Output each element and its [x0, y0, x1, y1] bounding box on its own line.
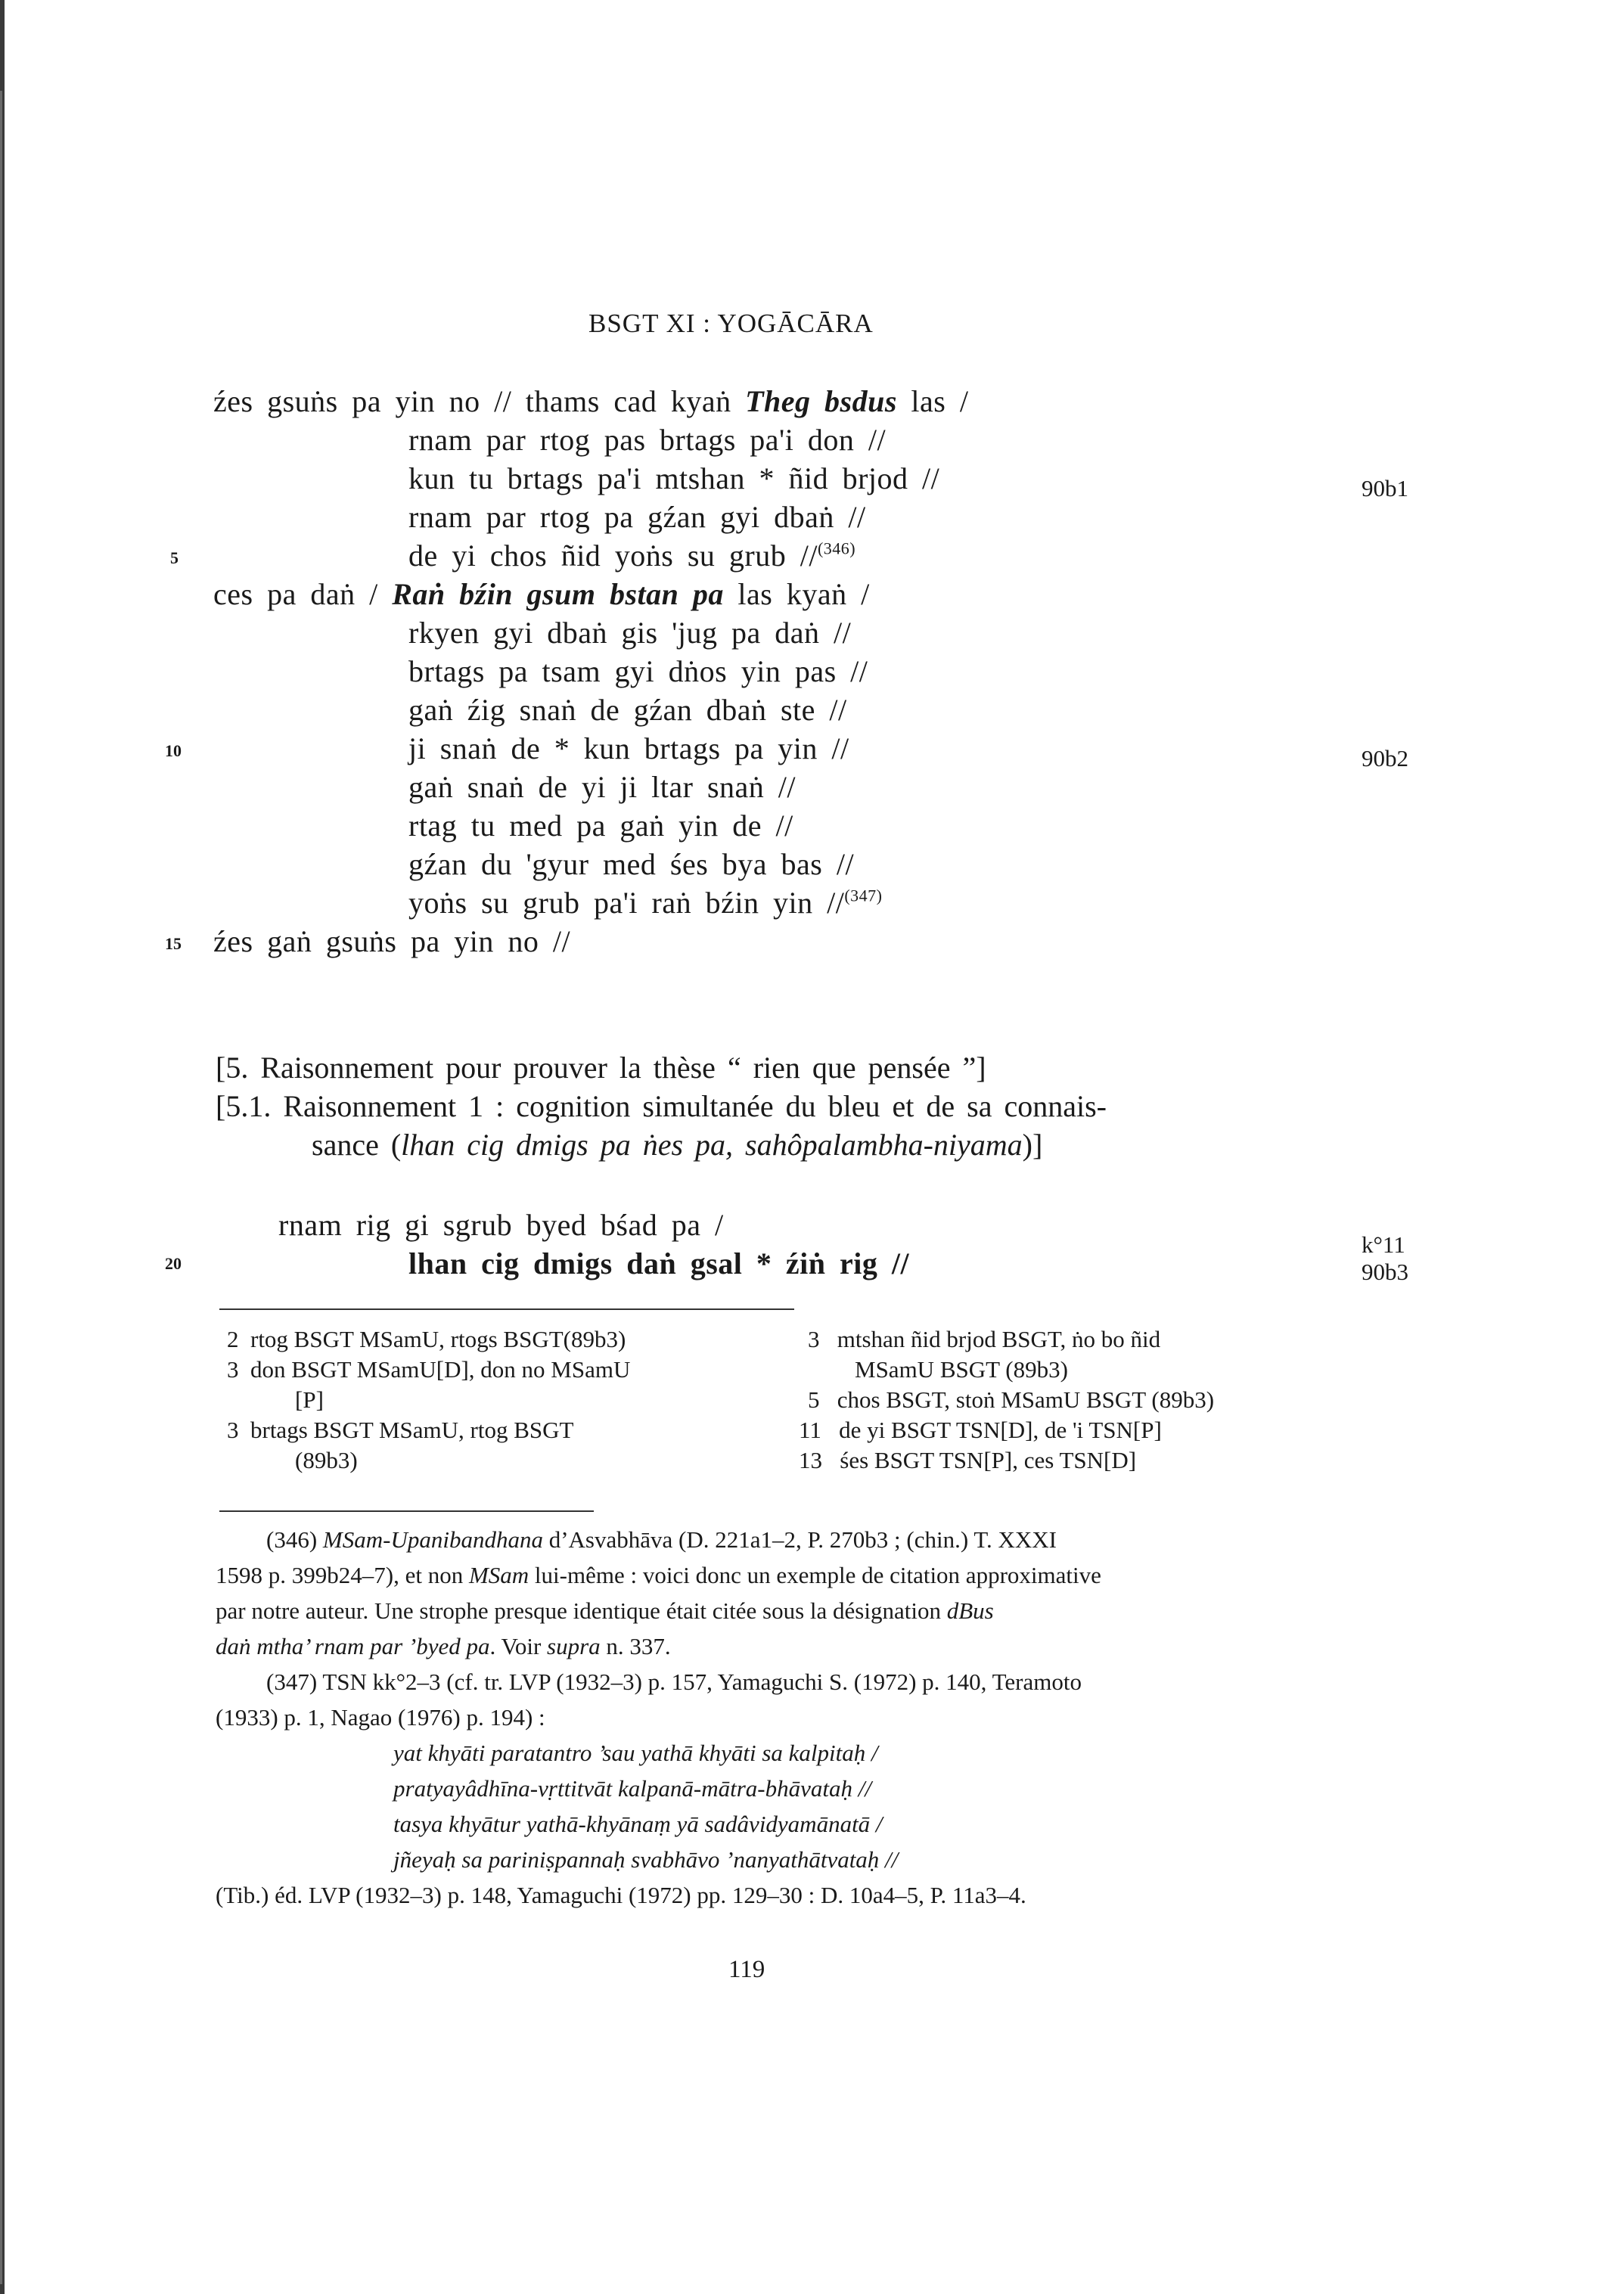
verse-line-19: rnam rig gi sgrub byed bśad pa /	[278, 1208, 724, 1242]
margin-ref-90b2: 90b2	[1362, 745, 1408, 771]
verse-line-10: ji snaṅ de * kun brtags pa yin //	[408, 731, 849, 765]
line-number-5: 5	[170, 548, 179, 567]
section-heading-5: [5. Raisonnement pour prouver la thèse “ rien que pensée ”]	[216, 1051, 986, 1085]
verse-line-3: kun tu brtags pa'i mtshan * ñid brjod //	[408, 461, 940, 495]
apparatus-note: 3 brtags BSGT MSamU, rtog BSGT	[227, 1417, 574, 1443]
footnote-rule	[219, 1510, 594, 1512]
running-header: BSGT XI : YOGĀCĀRA	[588, 309, 874, 338]
verse-line-9: gaṅ źig snaṅ de gźan dbaṅ ste //	[408, 693, 847, 727]
verse-line-11: gaṅ snaṅ de yi ji ltar snaṅ //	[408, 770, 796, 804]
margin-ref-90b1: 90b1	[1362, 475, 1408, 501]
apparatus-rule	[219, 1308, 794, 1310]
sanskrit-verse-line-2: pratyayâdhīna-vṛttitvāt kalpanā-mātra-bhāvataḥ //	[393, 1775, 871, 1802]
sanskrit-verse-line-1: yat khyāti paratantro ’sau yathā khyāti sa kalpitaḥ /	[393, 1740, 878, 1766]
apparatus-note-cont: [P]	[295, 1386, 324, 1413]
apparatus-note-cont: (89b3)	[295, 1447, 358, 1473]
verse-line-8: brtags pa tsam gyi dṅos yin pas //	[408, 654, 868, 688]
verse-line-4: rnam par rtog pa gźan gyi dbaṅ //	[408, 500, 866, 534]
page-number: 119	[728, 1956, 765, 1983]
verse-line-12: rtag tu med pa gaṅ yin de //	[408, 809, 793, 843]
verse-line-7: rkyen gyi dbaṅ gis 'jug pa daṅ //	[408, 616, 852, 650]
apparatus-note: 13 śes BSGT TSN[P], ces TSN[D]	[799, 1447, 1137, 1473]
apparatus-note: 11 de yi BSGT TSN[D], de 'i TSN[P]	[799, 1417, 1162, 1443]
apparatus-note: 3 mtshan ñid brjod BSGT, ṅo bo ñid	[808, 1326, 1161, 1352]
verse-line-13: gźan du 'gyur med śes bya bas //	[408, 847, 855, 881]
sanskrit-verse-line-3: tasya khyātur yathā-khyānaṃ yā sadâvidyamānatā /	[393, 1811, 883, 1837]
footnote-346-line-3: par notre auteur. Une strophe presque identique était citée sous la désignation dBus	[216, 1597, 994, 1624]
apparatus-note: 3 don BSGT MSamU[D], don no MSamU	[227, 1356, 631, 1383]
verse-line-5: de yi chos ñid yoṅs su grub //$^{(346)}$	[408, 539, 856, 573]
sanskrit-verse-line-4: jñeyaḥ sa pariniṣpannaḥ svabhāvo ’nanyathātvataḥ //	[393, 1846, 899, 1873]
apparatus-note: 2 rtog BSGT MSamU, rtogs BSGT(89b3)	[227, 1326, 626, 1352]
footnote-347-line-2: (1933) p. 1, Nagao (1976) p. 194) :	[216, 1704, 545, 1731]
footnote-347-tib-line: (Tib.) éd. LVP (1932–3) p. 148, Yamaguchi (1972) pp. 129–30 : D. 10a4–5, P. 11a3–4.	[216, 1882, 1026, 1908]
section-heading-5-1: [5.1. Raisonnement 1 : cognition simultanée du bleu et de sa connais-	[216, 1089, 1107, 1123]
footnote-346-line-2: 1598 p. 399b24–7), et non MSam lui-même : voici donc un exemple de citation approximative	[216, 1562, 1101, 1588]
verse-line-1: źes gsuṅs pa yin no // thams cad kyaṅ Theg bsdus las /	[213, 384, 969, 418]
margin-ref-k11: k°11	[1362, 1231, 1405, 1258]
line-number-10: 10	[165, 741, 182, 760]
footnote-346-line-1: (346) MSam-Upanibandhana d’Asvabhāva (D. 221a1–2, P. 270b3 ; (chin.) T. XXXI	[266, 1526, 1057, 1553]
line-number-20: 20	[165, 1254, 182, 1273]
verse-line-20: lhan cig dmigs daṅ gsal * źiṅ rig //	[408, 1246, 910, 1280]
footnote-347-line-1: (347) TSN kk°2–3 (cf. tr. LVP (1932–3) p. 157, Yamaguchi S. (1972) p. 140, Teramoto	[266, 1669, 1082, 1695]
verse-line-6: ces pa daṅ / Raṅ bźin gsum bstan pa las kyaṅ /	[213, 577, 870, 611]
apparatus-note-cont: MSamU BSGT (89b3)	[855, 1356, 1068, 1383]
section-heading-5-1-cont: sance (lhan cig dmigs pa ṅes pa, sahôpalambha-niyama)]	[312, 1128, 1043, 1162]
verse-line-14: yoṅs su grub pa'i raṅ bźin yin //$^{(347)}$	[408, 886, 883, 920]
scan-left-edge-shadow	[0, 91, 2, 2284]
verse-line-2: rnam par rtog pas brtags pa'i don //	[408, 423, 887, 457]
footnote-346-line-4: daṅ mtha’ rnam par ’byed pa. Voir supra n. 337.	[216, 1633, 671, 1659]
apparatus-note: 5 chos BSGT, stoṅ MSamU BSGT (89b3)	[808, 1386, 1215, 1413]
margin-ref-90b3: 90b3	[1362, 1259, 1408, 1285]
verse-line-15: źes gaṅ gsuṅs pa yin no //	[213, 924, 571, 958]
line-number-15: 15	[165, 934, 182, 953]
